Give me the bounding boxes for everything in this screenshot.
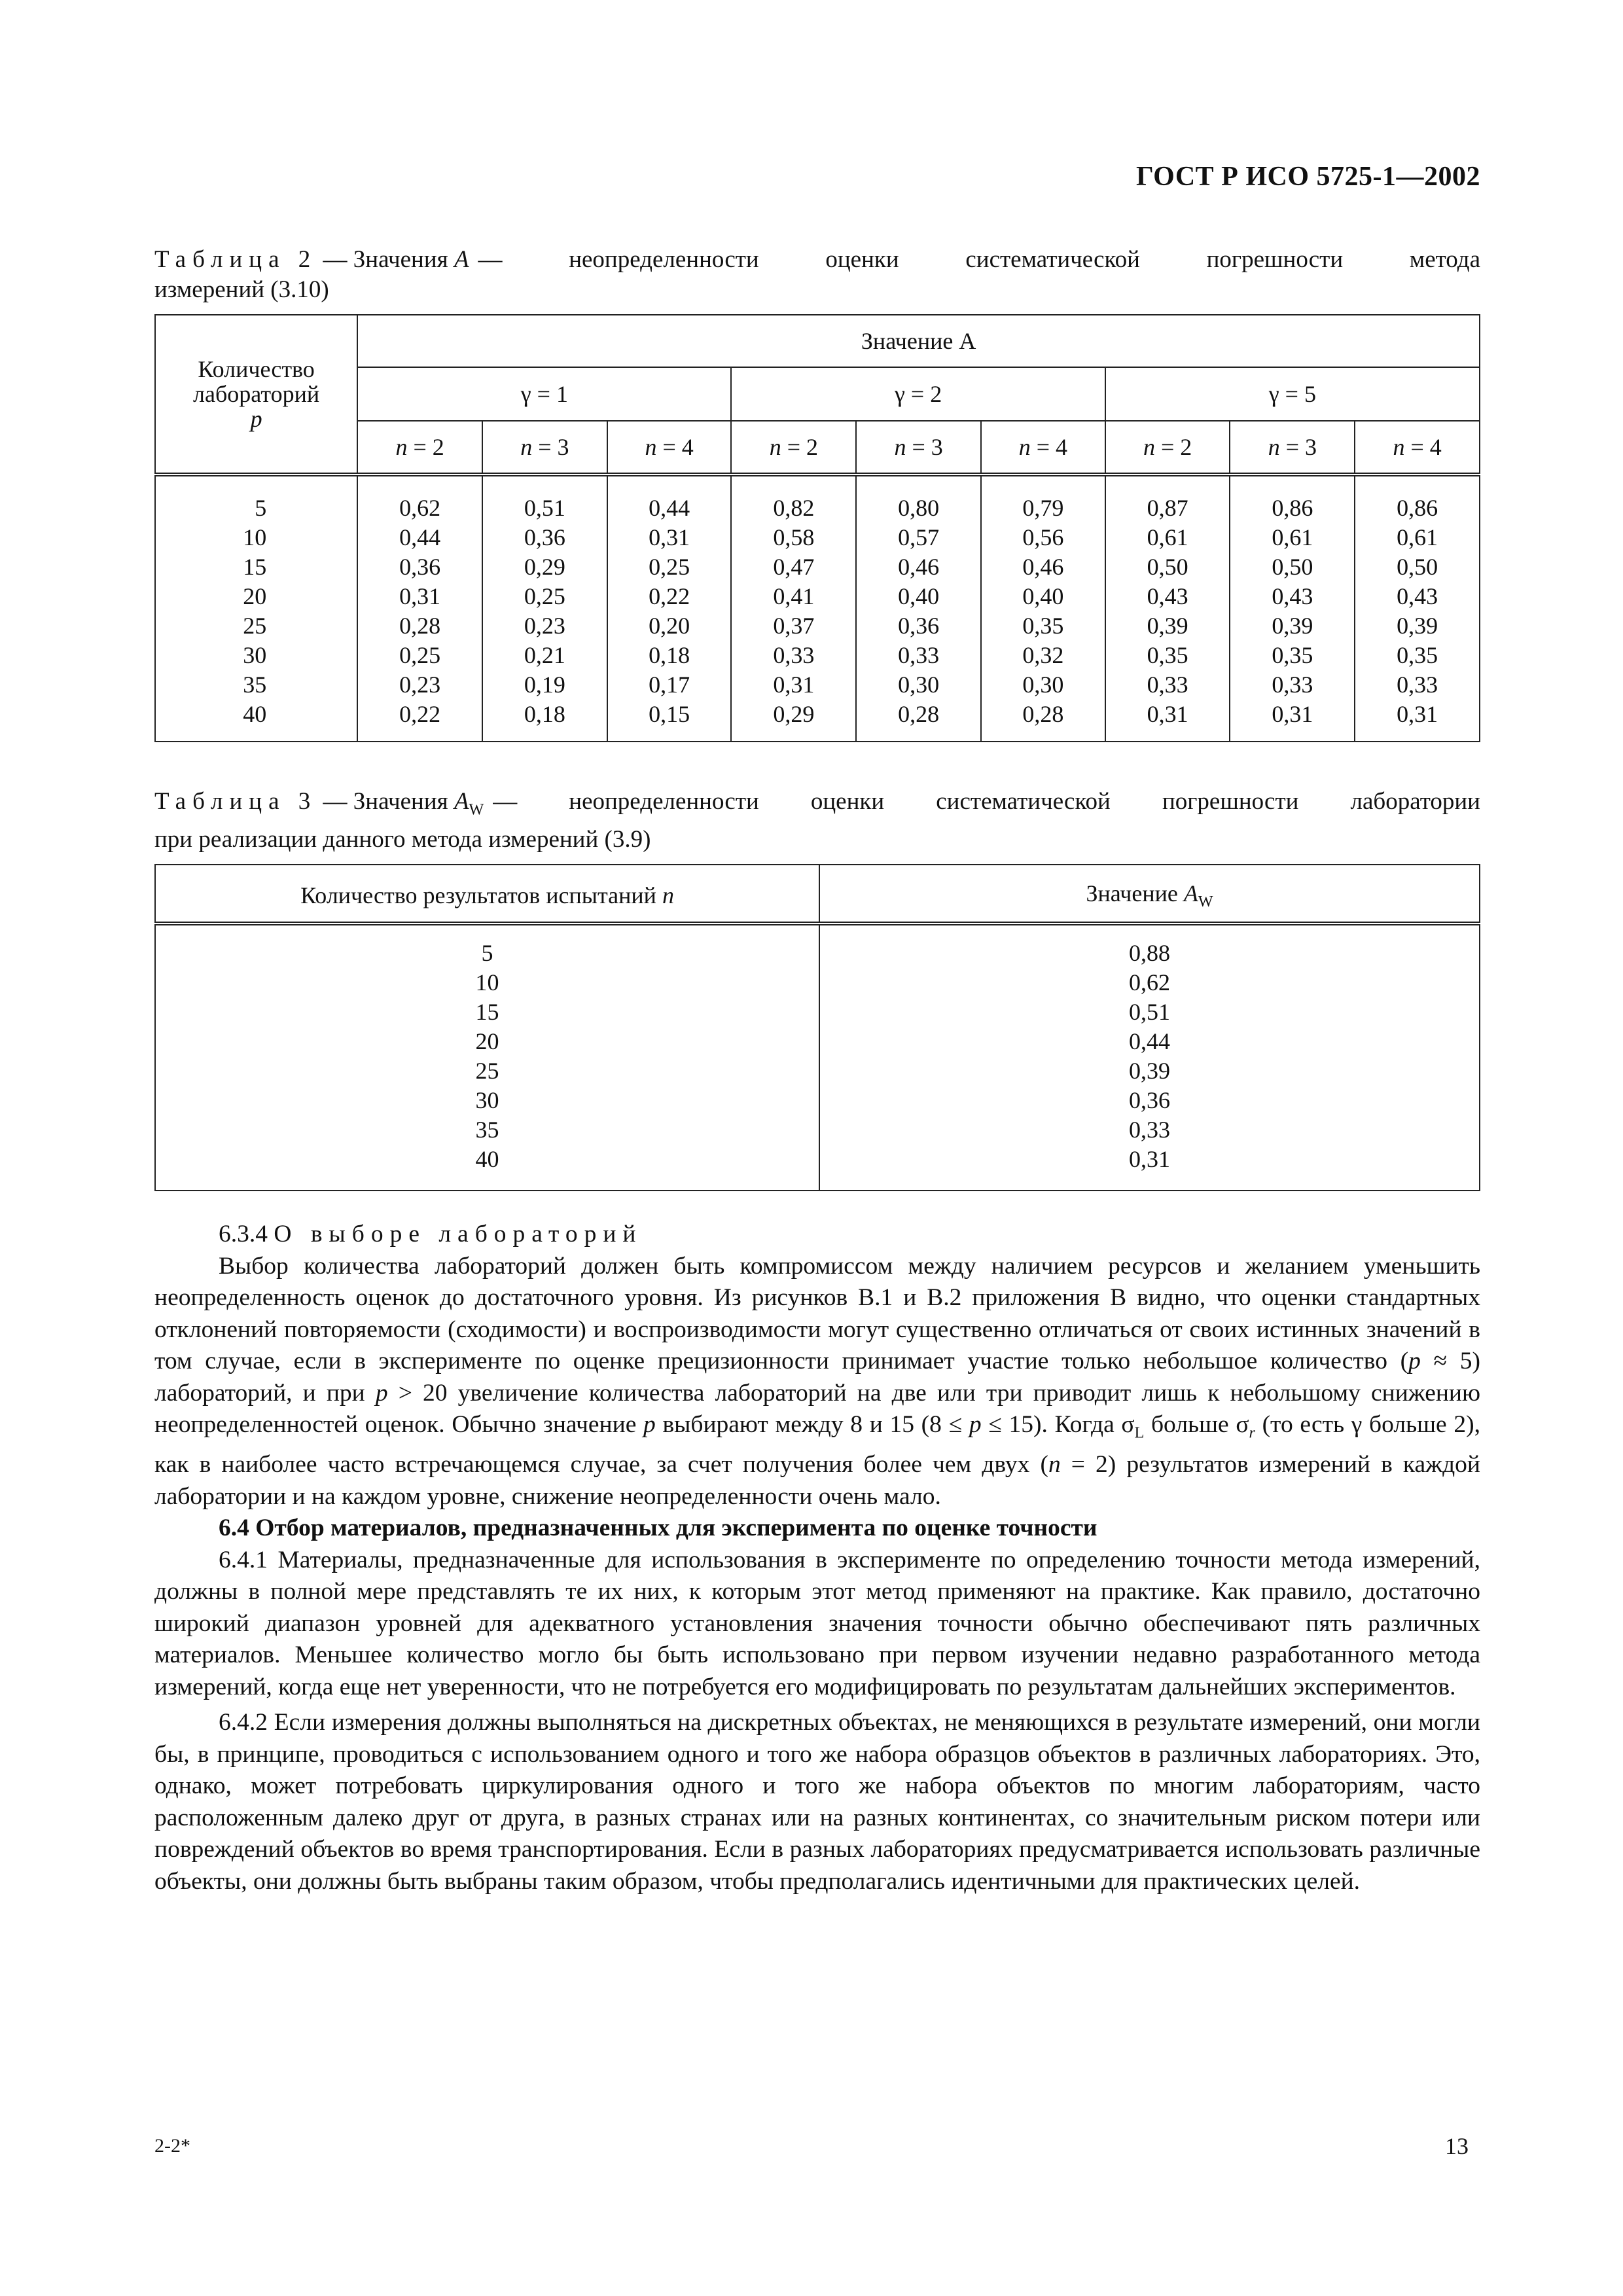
document-header: ГОСТ Р ИСО 5725-1—2002 <box>1135 162 1480 192</box>
table3-caption: Таблица 3 — Значения $A_W$ — неопределенности оценки систематической погрешности лаборатории при реализации данного метода измерений (3.9) <box>154 788 1480 853</box>
table2-caption: Таблица 2 — Значения A — неопределенности оценки систематической погрешности метода измерений (3.10) <box>154 246 1480 303</box>
value-column: 0,62 0,44 0,36 0,31 0,28 0,25 0,23 0,22 <box>357 475 482 742</box>
value-column: 0,79 0,56 0,46 0,40 0,35 0,32 0,30 0,28 <box>981 475 1105 742</box>
table3 <box>154 864 1480 1191</box>
aw-value-header: Значение $A_W$ <box>819 865 1480 924</box>
n-header: n = 4 <box>981 421 1105 475</box>
value-column: 0,80 0,57 0,46 0,40 0,36 0,33 0,30 0,28 <box>856 475 981 742</box>
n-header: n = 3 <box>482 421 607 475</box>
p-values-column: 5 10 15 20 25 30 35 40 <box>243 495 267 727</box>
value-column: 0,51 0,36 0,29 0,25 0,23 0,21 0,19 0,18 <box>482 475 607 742</box>
test-count-header: Количество результатов испытаний n <box>155 865 819 924</box>
n-header: n = 4 <box>607 421 732 475</box>
lab-count-header: Количество лабораторий p <box>155 315 357 475</box>
section-6-3-4-heading: 6.3.4 О выборе лабораторий <box>219 1221 643 1247</box>
n-header: n = 4 <box>1355 421 1480 475</box>
value-a-header: Значение A <box>357 315 1480 367</box>
n-values-column: 5 10 15 20 25 30 35 40 <box>475 940 499 1172</box>
table2-label: Таблица 2 <box>154 246 317 273</box>
page-number: 13 <box>1445 2133 1469 2159</box>
gamma-header: γ = 1 <box>357 367 731 421</box>
value-column: 0,44 0,31 0,25 0,22 0,20 0,18 0,17 0,15 <box>607 475 732 742</box>
n-header: n = 3 <box>856 421 981 475</box>
table2 <box>154 314 1480 742</box>
gamma-header: γ = 2 <box>731 367 1105 421</box>
value-column: 0,86 0,61 0,50 0,43 0,39 0,35 0,33 0,31 <box>1230 475 1355 742</box>
section-6-3-4-paragraph: Выбор количества лабораторий должен быть компромиссом между наличием ресурсов и желанием уменьшить неопределенность оценок до достаточного уровня. Из рисунков В.1 и В.2 приложения В видно, что оценки стандартных отклонений повторяемости (сходимости) и воспроизводимости могут существенно отличаться от своих истинных значений в том случае, если в эксперименте по оценке прецизионности принимает участие только небольшое количество (p ≈ 5) лабораторий, и при p > 20 увеличение количества лабораторий на две или три приводит лишь к небольшому снижению неопределенностей оценок. Обычно значение p выбирают между 8 и 15 (8 ≤ p ≤ 15). Когда $\sigma_L$ больше $\sigma_r$ (то есть γ больше 2), как в наиболее часто встречающемся случае, за счет получения более чем двух (n = 2) результатов измерений в каждой лаборатории и на каждом уровне, снижение неопределенности очень мало. <box>154 1252 1480 1510</box>
n-header: n = 2 <box>731 421 856 475</box>
gamma-header: γ = 5 <box>1105 367 1480 421</box>
n-header: n = 2 <box>1105 421 1230 475</box>
body-text <box>154 1219 1480 1897</box>
section-6-4-2-paragraph: 6.4.2 Если измерения должны выполняться на дискретных объектах, не меняющихся в результате измерений, они могли бы, в принципе, проводиться с использованием одного и того же набора образцов объектов в различных лабораториях. Это, однако, может потребовать циркулирования одного и того же набора объектов по многим лабораториям, часто расположенным далеко друг от друга, в разных странах или на разных континентах, со значительным риском потери или повреждений объектов во время транспортирования. Если в разных лабораториях предусматривается использовать различные объекты, они должны быть выбраны таким образом, чтобы предполагались идентичными для практических целей. <box>154 1709 1480 1895</box>
footer-sheet-mark: 2-2* <box>154 2135 190 2157</box>
table3-label: Таблица 3 <box>154 788 317 815</box>
section-6-4-1-paragraph: 6.4.1 Материалы, предназначенные для использования в эксперименте по определению точности метода измерений, должны в полной мере представлять те их них, к которым этот метод применяют на практике. Как правило, достаточно широкий диапазон уровней для адекватного установления значения точности обычно обеспечивают пять различных материалов. Меньшее количество могло бы быть использовано при первом изучении недавно разработанного метода измерений, когда еще нет уверенности, что не потребуется его модифицировать по результатам дальнейших экспериментов. <box>154 1546 1480 1700</box>
section-6-4-heading: 6.4 Отбор материалов, предназначенных для эксперимента по оценке точности <box>219 1515 1097 1541</box>
aw-values-column: 0,88 0,62 0,51 0,44 0,39 0,36 0,33 0,31 <box>819 924 1480 1191</box>
n-header: n = 2 <box>357 421 482 475</box>
value-column: 0,87 0,61 0,50 0,43 0,39 0,35 0,33 0,31 <box>1105 475 1230 742</box>
value-column: 0,86 0,61 0,50 0,43 0,39 0,35 0,33 0,31 <box>1355 475 1480 742</box>
n-header: n = 3 <box>1230 421 1355 475</box>
value-column: 0,82 0,58 0,47 0,41 0,37 0,33 0,31 0,29 <box>731 475 856 742</box>
